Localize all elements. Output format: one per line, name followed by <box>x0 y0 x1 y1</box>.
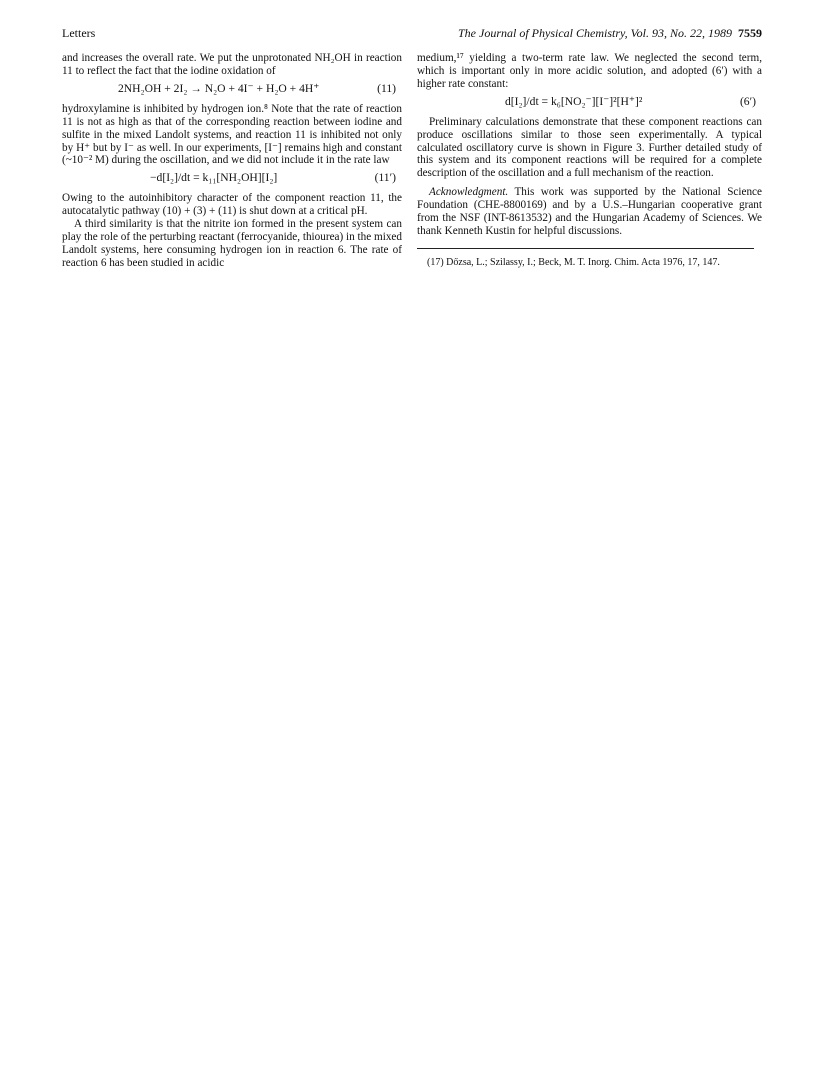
section-label: Letters <box>62 26 96 40</box>
equation-6-prime-number: (6′) <box>739 94 756 108</box>
acknowledgment-label: Acknowledgment. <box>429 186 509 199</box>
equation-11-number: (11) <box>377 81 396 95</box>
acknowledgment <box>417 186 762 238</box>
paragraph-medium: medium,¹⁷ yielding a two-term rate law. We neglected the second term, which is important only in more acidic solution, and adopted (6′) with a higher rate constant: <box>417 52 762 90</box>
journal-citation <box>458 26 762 41</box>
paragraph-hydroxylamine: hydroxylamine is inhibited by hydrogen ion.⁸ Note that the rate of reaction 11 is not as high as that of the corresponding reaction between iodine and sulfite in the mixed Landolt systems, and reaction 11 is inhibited not only by H⁺ but by I⁻ as well. In our experiments, [I⁻] remains high and constant (~10⁻² M) during the oscillation, and we did not include it in the rate law <box>62 102 402 167</box>
paragraph-autoinhibitory: Owing to the autoinhibitory character of the component reaction 11, the autocatalytic pathway (10) + (3) + (11) is shut down at a critical pH. <box>62 192 402 218</box>
equation-11-prime-body: −d[I₂]/dt = k₁₁[NH₂OH][I₂] <box>150 171 278 185</box>
equation-11-prime-number: (11′) <box>374 171 396 185</box>
equation-11 <box>62 81 402 99</box>
equation-11-prime <box>62 170 402 188</box>
footnote-17: (17) Dőzsa, L.; Szilassy, I.; Beck, M. T. Inorg. Chim. Acta 1976, 17, 147. <box>427 256 720 268</box>
page-number: 7559 <box>738 26 762 40</box>
paragraph-preliminary: Preliminary calculations demonstrate that these component reactions can produce oscillations similar to those seen experimentally. A typical calculated oscillatory curve is shown in Figure 3. Further detailed study of this system and its component reactions will be required for a complete description of the oscillation and a full mechanism of the reaction. <box>417 115 762 180</box>
paragraph-third-similarity: A third similarity is that the nitrite ion formed in the present system can play the role of the perturbing reactant (ferrocyanide, thiourea) in the mixed Landolt systems, here consuming hydrogen ion in reaction 6. The rate of reaction 6 has been studied in acidic <box>62 218 402 269</box>
equation-11-body: 2NH₂OH + 2I₂ → N₂O + 4I⁻ + H₂O + 4H⁺ <box>118 81 320 95</box>
running-header <box>62 26 762 42</box>
journal-title: The Journal of Physical Chemistry, Vol. 93, No. 22, 1989 <box>458 26 732 40</box>
equation-6-prime-body: d[I₂]/dt = k₆[NO₂⁻][I⁻]²[H⁺]² <box>505 94 643 108</box>
left-column <box>62 52 402 270</box>
right-column <box>417 52 762 269</box>
acknowledgment-text: This work was supported by the National Science Foundation (CHE-8800169) and by a U.S.–Hungarian cooperative grant from the NSF (INT-8613532) and the Hungarian Academy of Sciences. We thank Kenneth Kustin for helpful discussions. <box>417 186 762 237</box>
equation-6-prime <box>417 94 762 112</box>
footnote-divider <box>417 248 754 249</box>
paragraph-unprotonated: and increases the overall rate. We put the unprotonated NH₂OH in reaction 11 to reflect the fact that the iodine oxidation of <box>62 52 402 77</box>
